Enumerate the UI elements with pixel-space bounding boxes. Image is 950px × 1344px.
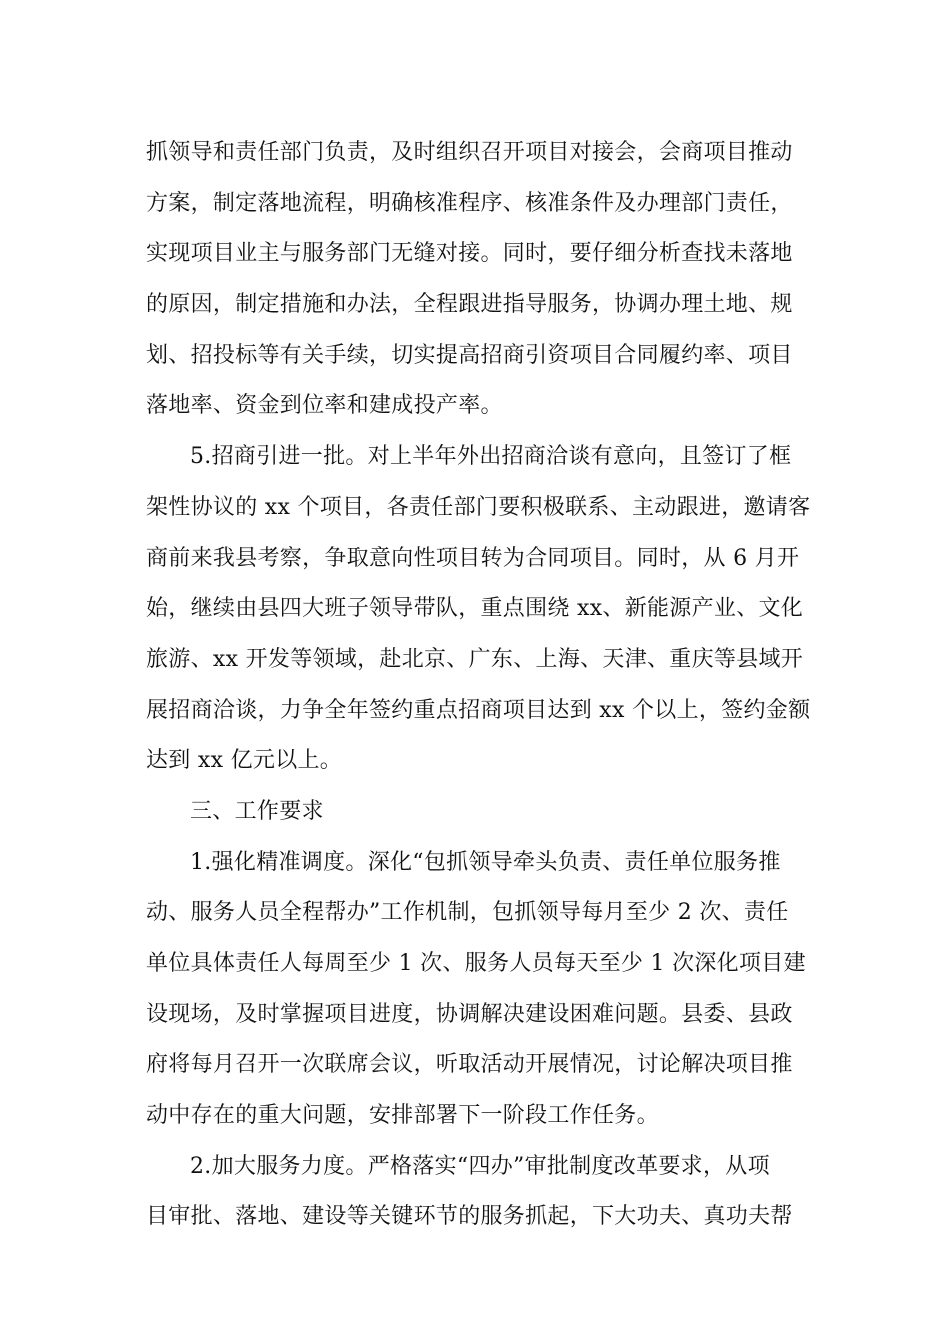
text-line: 的原因，制定措施和办法，全程跟进指导服务，协调办理土地、规 bbox=[146, 292, 793, 318]
text-line: 动、服务人员全程帮办”工作机制，包抓领导每月至少 2 次、责任 bbox=[146, 900, 789, 926]
text-line: 实现项目业主与服务部门无缝对接。同时，要仔细分析查找未落地 bbox=[146, 241, 793, 267]
text-line: 目审批、落地、建设等关键环节的服务抓起，下大功夫、真功夫帮 bbox=[146, 1204, 793, 1230]
text-line: 划、招投标等有关手续，切实提高招商引资项目合同履约率、项目 bbox=[146, 342, 793, 368]
text-line: 抓领导和责任部门负责，及时组织召开项目对接会，会商项目推动 bbox=[146, 140, 793, 165]
text-line: 始，继续由县四大班子领导带队，重点围绕 xx、新能源产业、文化 bbox=[146, 596, 804, 622]
text-line: 旅游、xx 开发等领域，赴北京、广东、上海、天津、重庆等县域开 bbox=[146, 646, 804, 672]
paragraph-start-line: 5.招商引进一批。对上半年外出招商洽谈有意向，且签订了框 bbox=[190, 444, 792, 470]
text-line: 展招商洽谈，力争全年签约重点招商项目达到 xx 个以上，签约金额 bbox=[146, 697, 811, 723]
text-line: 单位具体责任人每周至少 1 次、服务人员每天至少 1 次深化项目建 bbox=[146, 951, 806, 976]
text-line: 落地率、资金到位率和建成投产率。 bbox=[146, 393, 503, 419]
paragraph-start-line: 2.加大服务力度。严格落实“四办”审批制度改革要求，从项 bbox=[190, 1153, 770, 1179]
body-text bbox=[146, 128, 818, 1243]
text-line: 方案，制定落地流程，明确核准程序、核准条件及办理部门责任， bbox=[146, 190, 793, 216]
text-line: 动中存在的重大问题，安排部署下一阶段工作任务。 bbox=[146, 1103, 659, 1129]
text-line: 商前来我县考察，争取意向性项目转为合同项目。同时，从 6 月开 bbox=[146, 545, 800, 571]
text-line: 架性协议的 xx 个项目，各责任部门要积极联系、主动跟进，邀请客 bbox=[146, 494, 811, 520]
section-heading: 三、工作要求 bbox=[190, 798, 324, 824]
text-line: 达到 xx 亿元以上。 bbox=[146, 748, 343, 774]
text-line: 设现场，及时掌握项目进度，协调解决建设困难问题。县委、县政 bbox=[146, 1001, 793, 1027]
text-line: 府将每月召开一次联席会议，听取活动开展情况，讨论解决项目推 bbox=[146, 1052, 793, 1078]
paragraph-start-line: 1.强化精准调度。深化“包抓领导牵头负责、责任单位服务推 bbox=[190, 849, 781, 875]
